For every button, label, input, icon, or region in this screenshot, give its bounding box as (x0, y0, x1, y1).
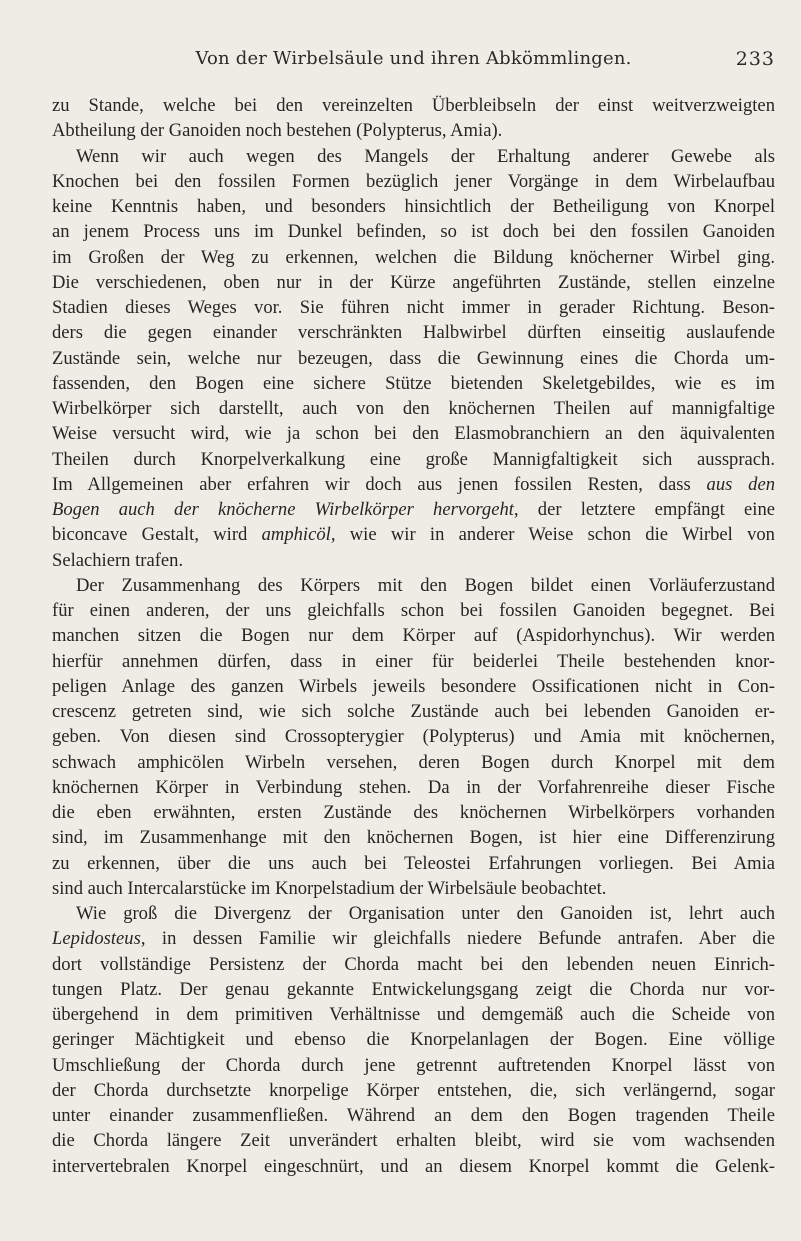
text-line: Umschließung der Chorda durch jene getrennt auftretenden Knorpel lässt von (52, 1054, 775, 1076)
text-line: Wenn wir auch wegen des Mangels der Erhaltung anderer Gewebe als (76, 145, 775, 167)
text-line: keine Kenntnis haben, und besonders hinsichtlich der Betheiligung von Knorpel (52, 196, 775, 217)
text-line: für einen anderen, der uns gleichfalls schon bei fossilen Ganoiden begegnet. Bei (52, 600, 775, 621)
text-line: sind auch Intercalarstücke im Knorpelstadium der Wirbelsäule beobachtet. (52, 877, 607, 899)
text-line (52, 472, 775, 497)
text-line: Stadien dieses Weges vor. Sie führen nicht immer in gerader Richtung. Beson- (52, 297, 775, 318)
text-segment: , der letztere empfängt eine (513, 499, 775, 520)
text-line: die eben erwähnten, ersten Zustände des knöchernen Wirbelkörpers vorhanden (52, 802, 775, 823)
text-line: Die verschiedenen, oben nur in der Kürze angeführten Zustände, stellen einzelne (52, 271, 775, 293)
text-line: zu erkennen, über die uns auch bei Teleostei Erfahrungen vorliegen. Bei Amia (52, 852, 775, 874)
text-line: schwach amphicölen Wirbeln versehen, deren Bogen durch Knorpel mit dem (52, 751, 775, 773)
text-segment: , in dessen Familie wir gleichfalls niedere Befunde antrafen. Aber die (140, 928, 775, 950)
text-line: Zustände sein, welche nur bezeugen, dass die Gewinnung eines die Chorda um- (52, 347, 775, 369)
text-line: die Chorda längere Zeit unverändert erhalten bleibt, wird sie vom wachsenden (52, 1130, 775, 1152)
text-line: Der Zusammenhang des Körpers mit den Bogen bildet einen Vorläuferzustand (76, 574, 775, 596)
text-line: tungen Platz. Der genau gekannte Entwickelungsgang zeigt die Chorda nur vor- (52, 978, 775, 1000)
text-line (52, 522, 775, 547)
text-line: Weise versucht wird, wie ja schon bei den Elasmobranchiern an den äquivalenten (52, 423, 775, 445)
text-line: Abtheilung der Ganoiden noch bestehen (Polypterus, Amia). (52, 120, 503, 142)
text-line: dort vollständige Persistenz der Chorda macht bei den lebenden neuen Einrich- (52, 953, 775, 975)
text-line: Selachiern trafen. (52, 549, 184, 571)
text-line: Wie groß die Divergenz der Organisation unter den Ganoiden ist, lehrt auch (76, 903, 775, 924)
text-line: geringer Mächtigkeit und ebenso die Knorpelanlagen der Bogen. Eine völlige (52, 1029, 775, 1051)
text-line: ders die gegen einander verschränkten Halbwirbel dürften einseitig auslaufende (52, 322, 775, 344)
text-line (52, 926, 775, 951)
text-line: unter einander zusammenfließen. Während an dem den Bogen tragenden Theile (52, 1105, 775, 1126)
text-line: an jenem Process uns im Dunkel befinden, so ist doch bei den fossilen Ganoiden (52, 221, 775, 243)
text-line: peligen Anlage des ganzen Wirbels jeweils besondere Ossificationen nicht in Con- (52, 675, 775, 697)
text-line: fassenden, den Bogen eine sichere Stütze bietenden Skeletgebildes, wie es im (52, 372, 775, 394)
italic-phrase: amphicöl (261, 524, 331, 546)
text-line: der Chorda durchsetzte knorpelige Körper entstehen, die, sich verlängernd, sogar (52, 1079, 775, 1101)
text-line: knöchernen Körper in Verbindung stehen. Da in der Vorfahrenreihe dieser Fische (52, 776, 775, 798)
text-line: zu Stande, welche bei den vereinzelten Überbleibseln der einst weitverzweigten (52, 95, 775, 116)
italic-phrase: Lepidosteus (52, 928, 141, 950)
text-line: Knochen bei den fossilen Formen bezüglich jener Vorgänge in dem Wirbelaufbau (52, 170, 775, 192)
text-line: sind, im Zusammenhange mit den knöchernen Bogen, ist hier eine Differenzirung (52, 827, 775, 849)
text-line: crescenz getreten sind, wie sich solche Zustände auch bei lebenden Ganoiden er- (52, 701, 775, 722)
text-line: übergehend in dem primitiven Verhältnisse und demgemäß auch die Scheide von (52, 1004, 775, 1025)
body-text (52, 93, 775, 1179)
text-line: hierfür annehmen dürfen, dass in einer für beiderlei Theile bestehenden knor- (52, 650, 775, 672)
text-segment: Im Allgemeinen aber erfahren wir doch aus jenen fossilen Resten, dass (52, 473, 691, 495)
text-segment: biconcave Gestalt, wird (52, 524, 248, 546)
running-title: Von der Wirbelsäule und ihren Abkömmlingen. (195, 48, 632, 69)
text-line: Wirbelkörper sich darstellt, auch von den knöchernen Theilen auf mannigfaltige (52, 398, 775, 419)
text-line: manchen sitzen die Bogen nur dem Körper auf (Aspidorhynchus). Wir werden (52, 625, 775, 647)
italic-phrase: Bogen auch der knöcherne Wirbelkörper hervorgeht (52, 499, 514, 520)
page-number: 233 (735, 48, 775, 70)
text-line: Theilen durch Knorpelverkalkung eine große Mannigfaltigkeit sich aussprach. (52, 448, 775, 470)
text-line: geben. Von diesen sind Crossopterygier (Polypterus) und Amia mit knöchernen, (52, 726, 775, 748)
italic-phrase: aus den (706, 473, 775, 495)
text-segment: , wie wir in anderer Weise schon die Wirbel von (330, 524, 775, 546)
page-header (52, 48, 775, 76)
text-line: intervertebralen Knorpel eingeschnürt, und an diesem Knorpel kommt die Gelenk- (52, 1155, 775, 1177)
text-line (52, 497, 775, 522)
text-line: im Großen der Weg zu erkennen, welchen die Bildung knöcherner Wirbel ging. (52, 246, 775, 268)
